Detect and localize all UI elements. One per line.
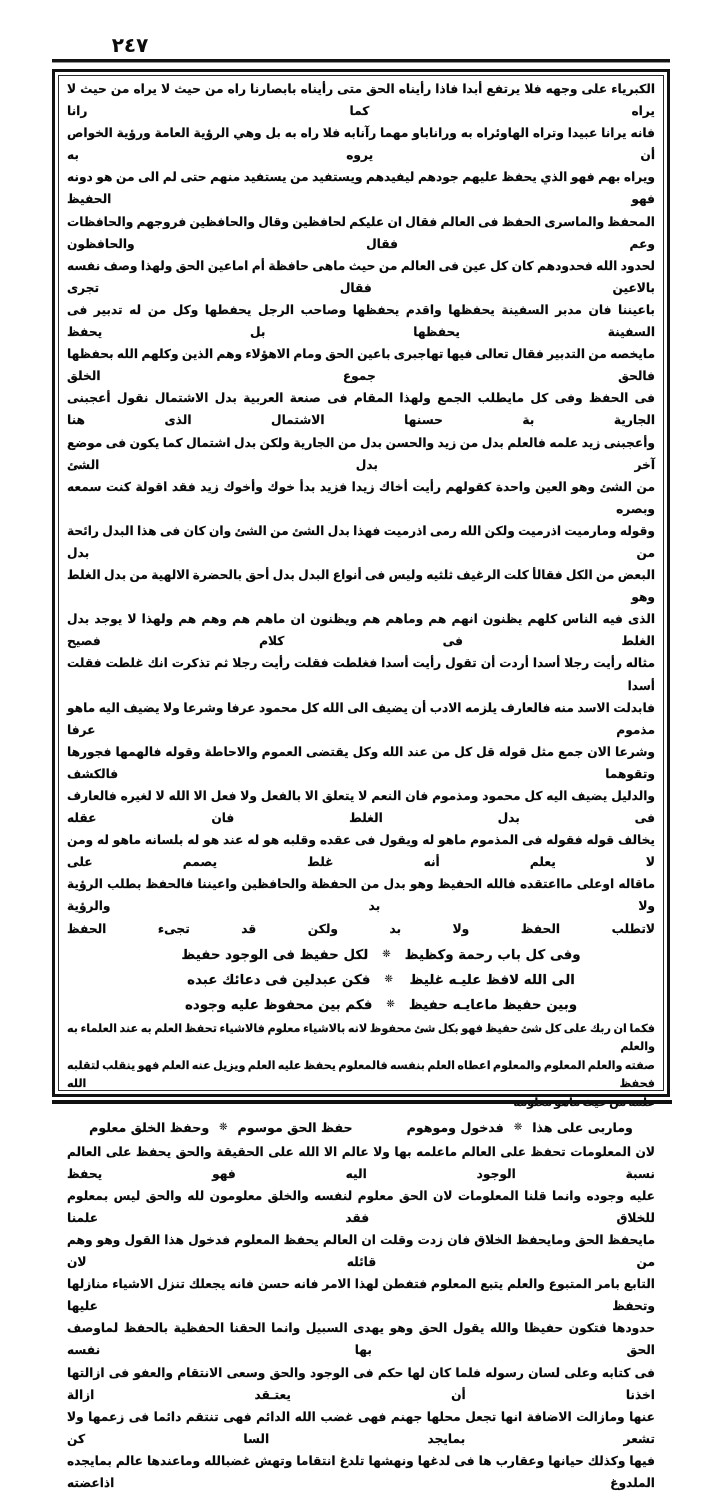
verse-hemistich: وحفظ الخلق معلوم [89,1119,210,1135]
text-line: وقوله ومارميت اذرميت ولكن الله رمى اذرميت فهذا بدل الشئ من الشئ وان كان فى هذا البدل رائحة من بدل [67,523,655,560]
text-line: فى الحفظ وفى كل مايطلب الجمع ولهذا المقام فى صنعة العربية بدل الاشتمال نقول أعجبنى الجارية بة حسنها الاشتمال الذى هنا [67,391,655,428]
verse-block-2 [65,1116,657,1139]
text-line: البعض من الكل فقالأ كلت الرغيف ثلثيه وليس فى أنواع البدل بدل أحق بالحضرة الالهية من بدل الغلط وهو [67,568,655,605]
text-line: مايخصه من التدبير فقال تعالى فيها تهاجبرى باعين الحق ومام الاهؤلاء وهم الذين وكلهم الله بحفظها فالحق جموع الخلق [67,347,655,384]
header-rule [52,59,670,62]
text-line: مثاله رأيت رجلا أسدا أردت أن تقول رأيت أسدا فغلطت فقلت رأيت رجلا ثم تذكرت انك غلطت فقلت أسدا [67,656,655,693]
paragraph-block-3 [65,1141,657,1494]
verse-hemistich: حفظ الحق موسوم [237,1119,353,1135]
verse-line [65,968,657,993]
verse-line [65,943,657,968]
text-line: عنها ومازالت الاضافة انها تجعل محلها جهنم فهى غضب الله الدائم فهى تنتقم دائما فى زعمها ولا تشعر بمايجد السا كن [67,1409,655,1446]
text-line: وأعجبنى زيد علمه فالعلم بدل من زيد والحسن بدل من الجارية ولكن بدل اشتمال كما يكون فى موضع آخر بدل الشئ [67,435,655,472]
text-line: لان المعلومات تحفظ على العالم ماعلمه بها ولا عالم الا الله على الحقيقة والحق يحفظ على العالم نسبة الوجود اليه فهو يحفظ [67,1144,655,1181]
text-line: لحدود الله فحدودهم كان كل عين فى العالم من حيث ماهى حافظة أم اماعين الحق ولهذا وصف نفسه بالاعين فقال تجرى [67,258,655,295]
text-line: فى كتابه وعلى لسان رسوله فلما كان لها حكم فى الوجود والحق وسعى الانتقام والعفو فى ازالتها اخذنا أن يعتـقد ازالة [67,1365,655,1402]
text-line: حدودها فتكون حفيظا والله يقول الحق وهو يهدى السبيل وانما الحقنا الحفظية بالحفظ لماوصف الحق بها نفسه [67,1321,655,1358]
verse-separator-icon: ❊ [219,1121,228,1133]
verse-hemistich-first: وفى كل باب رحمة وكظيظ [404,947,581,963]
text-line: والدليل يضيف اليه كل محمود ومذموم فان النعم لا يتعلق الا بالفعل ولا فعل الا الله لا لغيره فالعارف فى بدل الغلط فان عقله [67,789,655,826]
text-line: لاتطلب الحفظ ولا بد ولكن قد تجىء الحفظ [67,921,655,936]
verse-separator-icon: ❊ [513,1121,523,1133]
folio-number: ٢٤٧ [111,33,149,57]
verse-line [65,993,657,1018]
verse-hemistich-first: وبين حفيظ ماعايـه حفيظ [408,997,578,1013]
text-line: ماقاله اوعلى مااعتقده فالله الحفيظ وهو بدل من الحفظة والحافظين واعيننا فالحفظ بطلب الرؤية ولا بد والرؤية [67,877,655,914]
text-line: فكما ان ربك على كل شئ حفيظ فهو بكل شئ محفوظ لانه بالاشياء معلوم فالاشياء تحفظ العلم به عند العلماء به والعلم [67,1021,655,1054]
text-body [65,78,657,1491]
verse-hemistich-second: لكل حفيظ فى الوجود حفيظ [181,947,369,963]
verse-separator-icon: ❊ [386,998,395,1010]
text-line: الكبرياء على وجهه فلا يرتفع أبدا فاذا رأيناه الحق متى رأيناه بابصارنا راه من حيث لا يراه من حيث لا يراه كما رانا [67,82,655,119]
text-line: باعيننا فان مدبر السفينة يحفظها واقدم يحفظها وصاحب الرجل يحفطها وكل من له تدبير فى السفينة يحفظها بل يحفظ [67,302,655,340]
text-line: التابع بامر المتبوع والعلم يتبع المعلوم فتفطن لهذا الامر فانه حسن فانه يجعلك تنزل الاشياء منازلها وتحفظ عليها [67,1277,655,1314]
verse-separator-icon: ❊ [384,973,393,985]
text-line: من الشئ وهو العين واحدة كقولهم رأيت أخاك زيدا فزيد بدأ خوك وأخوك زيد فقد اقولة كنت سمعه وبصره [67,479,655,516]
text-line: يخالف قوله فقوله فى المذموم ماهو له ويقول فى عقده وقلبه هو له عند هو له بلسانه ماهو له ومن لا يعلم أنه غلط يصمم على [67,833,655,870]
text-line: ويراه بهم فهو الذي يحفظ عليهم جودهم ليفيدهم ويستفيد من يستفيد منهم حتى لم الى من هو دونه فهو الحفيظ [67,170,655,207]
text-line: فانه يرانا عبيدا وتراه الهاوئراه به وراناباو مهما رآنابه فلا راه به بل وهي الرؤية العامة ورؤية الخواص أن يروه به [67,126,655,163]
text-line: صفته والعلم المعلوم والمعلوم اعطاه العلم بنفسه فالمعلوم يحفظ عليه العلم ويزيل عنه العلم فهو ينقلب لتقلبه فحفظ الله [67,1058,655,1091]
text-line: مايحفظ الحق ومايحفظ الخلاق فان زدت وقلت ان العالم يحفظ المعلوم فدخول هذا القول وهو وهم من قائله لان [67,1233,655,1270]
paragraph-block-1 [65,78,657,940]
verse-hemistich-second: فكن عبدلين فى دعائك عبده [187,972,371,988]
verse-block-1 [65,943,657,1018]
text-line: فيها وكذلك حيانها وعقارب ها فى لدغها ونهشها تلدغ انتقاما وتهش غضبالله وماعندها عالم بمايجده الملدوغ اذاعضته [67,1453,655,1491]
text-line: وشرعا الان جمع مثل قوله قل كل من عند الله وكل يقتضى العموم والاحاطة وقوله فالهمها فجورها وتقوهما فالكشف [67,744,655,781]
text-line: الذى فيه الناس كلهم يظنون انهم هم وماهم هم ويظنون ان ماهم هم وهم هم ولهذا لا يوجد بدل الغلط فى كلام فصيح [67,612,655,649]
verse-line [65,1116,657,1139]
paragraph-block-2 [65,1020,657,1113]
verse-hemistich-second: فكم بين محفوظ عليه وجوده [184,997,373,1013]
verse-separator-icon: ❊ [382,948,391,960]
text-line: المحفظ والماسرى الحفظ فى العالم فقال ان عليكم لحافظين وقال والحافظين فروجهم والحافظات وعم فقال والحافظون [67,214,655,251]
verse-hemistich: فدخول وموهوم [406,1119,504,1135]
text-line: عليه وجوده وانما قلنا المعلومات لان الحق معلوم لنفسه والخلق معلومون لله والحق ليس بمعلوم للخلاق فقد علمنا [67,1188,655,1225]
verse-hemistich-first: الى الله لافظ عليـه غليظ [409,972,575,988]
footer-rule [52,1100,672,1104]
text-frame-border [52,69,670,1491]
text-line: فابدلت الاسد منه فالعارف يلزمه الادب أن يضيف الى الله كل محمود عرفا وشرعا ولا يضيف اليه ماهو مذموم عرفا [67,700,655,737]
verse-hemistich: وماربى على هذا [532,1119,633,1135]
